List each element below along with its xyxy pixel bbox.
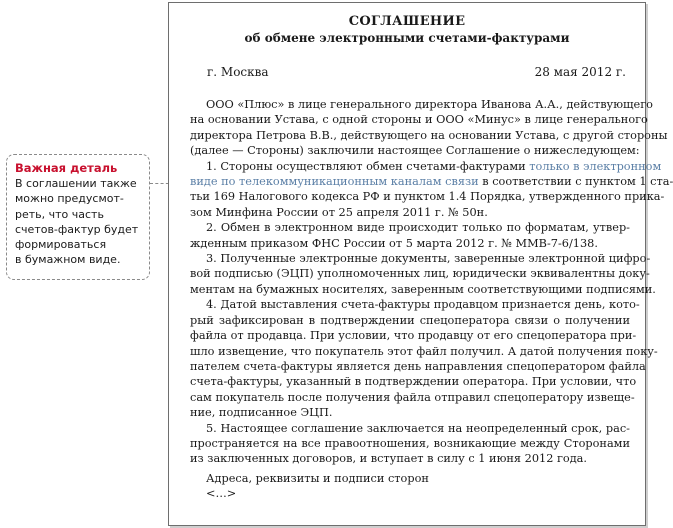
intro-line: ООО «Плюс» в лице генерального директора Иванова А.А., действующего: [206, 98, 653, 111]
clause-4-line: 4. Датой выставления счета-фактуры продавцом признается день, кото-: [206, 298, 640, 312]
callout-title: Важная деталь: [15, 161, 118, 175]
document-title: СОГЛАШЕНИЕ: [348, 14, 466, 29]
document-subtitle: об обмене электронными счетами-фактурами: [244, 31, 570, 45]
callout-line: реть, что часть: [15, 207, 104, 221]
document-date: 28 мая 2012 г.: [534, 65, 626, 79]
clause-4-line: шло извещение, что покупатель этот файл получил. А датой получения поку-: [190, 344, 658, 358]
document-body: [190, 97, 673, 502]
callout-line: В соглашении также: [15, 177, 137, 190]
clause-2-line: жденным приказом ФНС России от 5 марта 2012 г. № ММВ-7-6/138.: [190, 236, 598, 250]
clause-3-line: ментам на бумажных носителях, заверенным соответствующими подписями.: [190, 282, 656, 296]
ellipsis: <…>: [206, 487, 237, 501]
clause-5-line: 5. Настоящее соглашение заключается на неопределенный срок, рас-: [206, 421, 630, 435]
clause-1-line: виде по телекоммуникационным каналам связи в соответствии с пунктом 1 ста-: [190, 175, 673, 189]
clause-4-line: счета-фактуры, указанный в подтверждении оператора. При условии, что: [190, 375, 637, 389]
highlighted-text: только в электронном: [529, 159, 662, 173]
clause-4-line: сам покупатель после получения файла отправил спецоператору извеще-: [190, 390, 635, 404]
clause-4-line: ние, подписанное ЭЦП.: [190, 406, 333, 420]
clause-1-line: тьи 169 Налогового кодекса РФ и пунктом 1.4 Порядка, утвержденного прика-: [190, 190, 665, 204]
important-detail-callout: [6, 154, 150, 280]
clause-1-line: зом Минфина России от 25 апреля 2011 г. № 50н.: [190, 205, 488, 219]
clause-3-line: вой подписью (ЭЦП) уполномоченных лиц, юридически эквивалентны доку-: [190, 267, 650, 281]
agreement-document: [168, 2, 673, 526]
callout-line: можно предусмот-: [15, 192, 124, 206]
callout-line: формироваться: [15, 238, 107, 252]
intro-line: (далее — Стороны) заключили настоящее Соглашение о нижеследующем:: [190, 144, 640, 158]
closing-line: Адреса, реквизиты и подписи сторон: [206, 471, 429, 485]
clause-5-line: из заключенных договоров, и вступает в силу с 1 июня 2012 года.: [190, 452, 587, 466]
clause-2-line: 2. Обмен в электронном виде происходит только по форматам, утвер-: [206, 221, 630, 235]
clause-1-line: 1. Стороны осуществляют обмен счетами-фактурами только в электронном: [206, 159, 662, 173]
clause-4-line: файла от продавца. При условии, что продавцу от его спецоператора при-: [190, 329, 637, 343]
highlighted-text: виде по телекоммуникационным каналам связи: [190, 175, 479, 189]
clause-4-line: рый зафиксирован в подтверждении спецоператора связи о получении: [190, 313, 630, 327]
document-city: г. Москва: [207, 65, 269, 79]
clause-5-line: пространяется на все правоотношения, возникающие между Сторонами: [190, 436, 630, 450]
callout-line: в бумажном виде.: [15, 253, 121, 267]
clause-3-line: 3. Полученные электронные документы, заверенные электронной цифро-: [206, 252, 651, 266]
intro-line: директора Петрова В.В., действующего на основании Устава, с другой стороны: [190, 128, 668, 142]
intro-line: на основании Устава, с одной стороны и ООО «Минус» в лице генерального: [190, 113, 648, 127]
clause-4-line: пателем счета-фактуры является день направления спецоператором файла: [190, 359, 646, 373]
callout-line: счетов-фактур будет: [15, 222, 139, 236]
